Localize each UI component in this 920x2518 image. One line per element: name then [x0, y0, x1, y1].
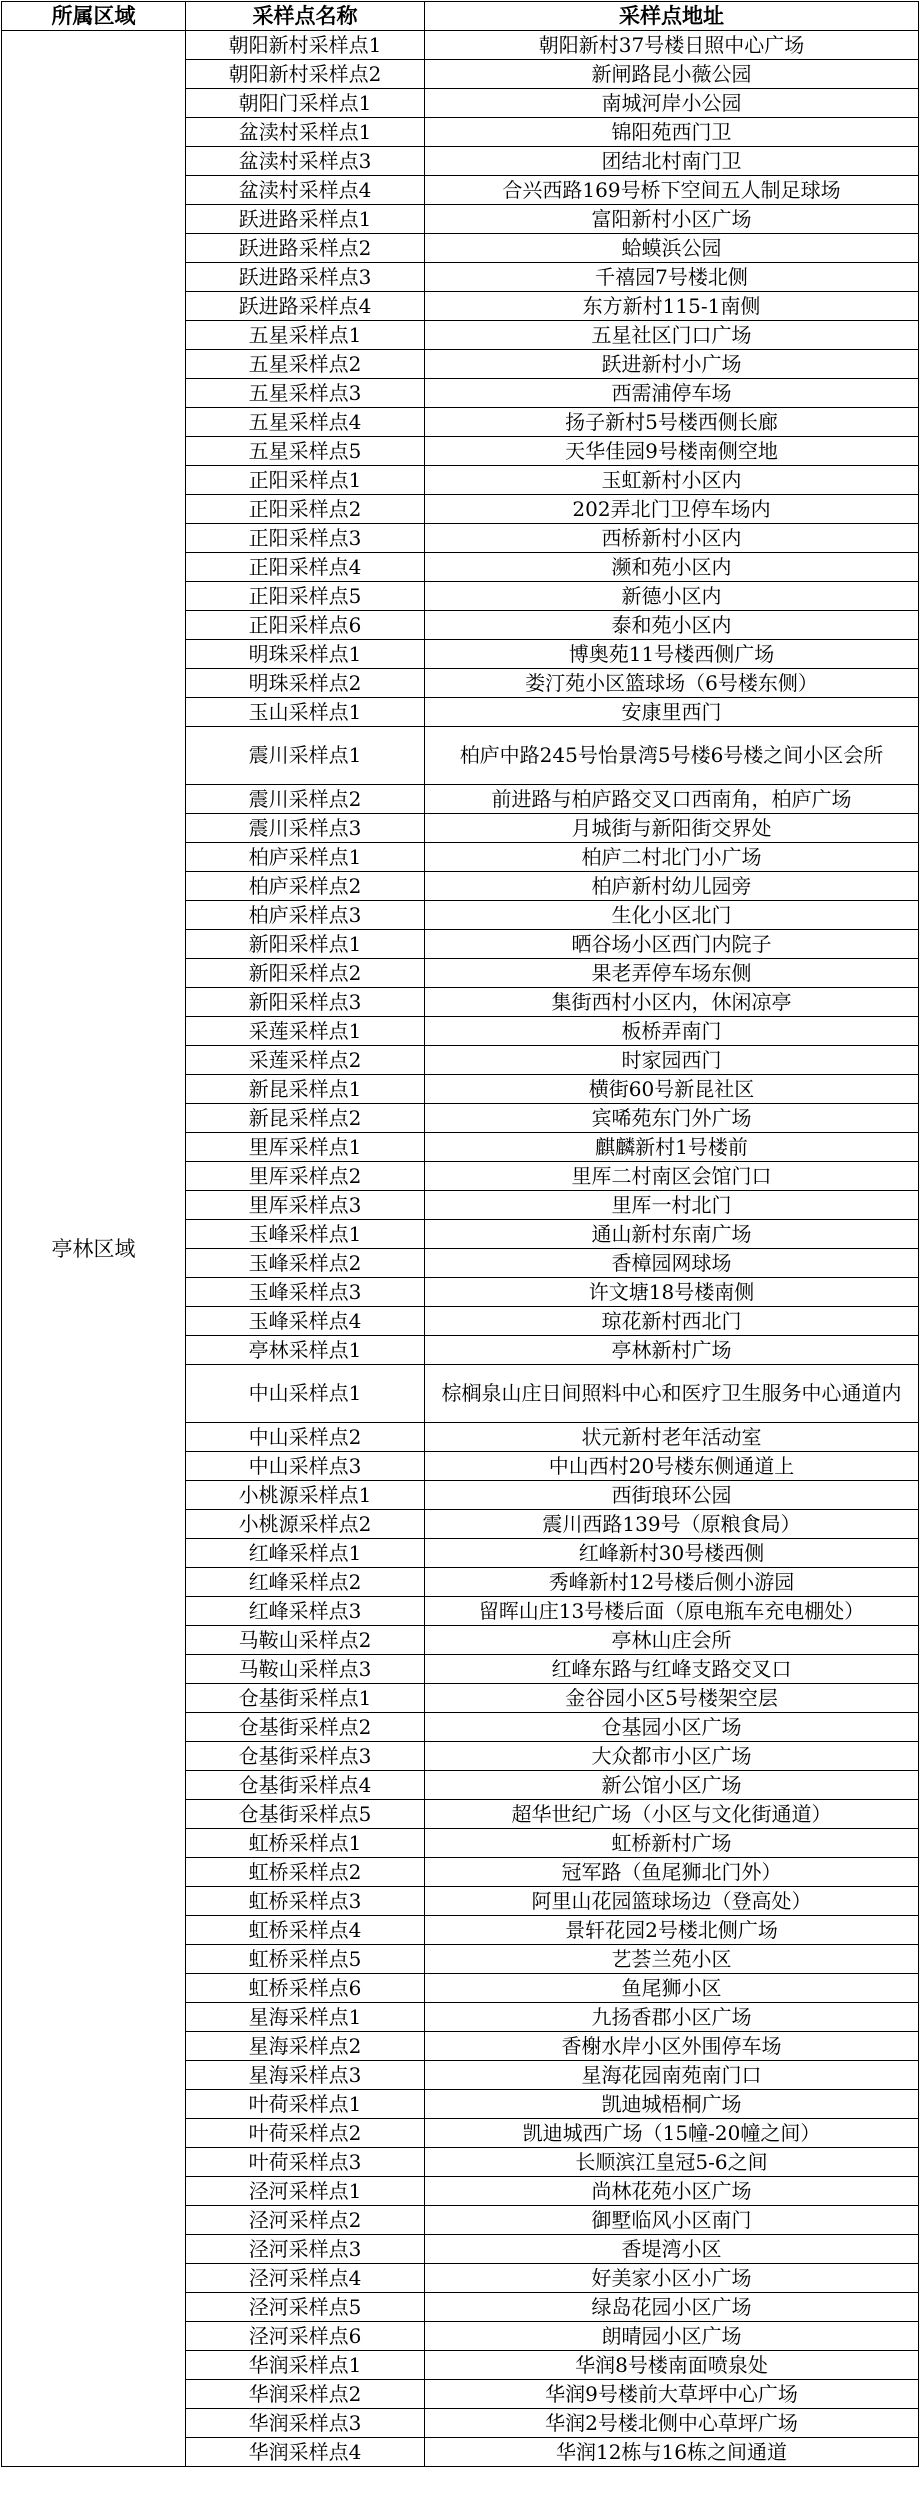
point-name-cell: 虹桥采样点1 [186, 1829, 425, 1858]
point-address-cell: 好美家小区小广场 [425, 2264, 919, 2293]
point-name-cell: 泾河采样点2 [186, 2206, 425, 2235]
point-address-cell: 前进路与柏庐路交叉口西南角，柏庐广场 [425, 785, 919, 814]
point-address-cell: 柏庐新村幼儿园旁 [425, 872, 919, 901]
point-address-cell: 朗晴园小区广场 [425, 2322, 919, 2351]
point-address-cell: 横街60号新昆社区 [425, 1075, 919, 1104]
point-address-cell: 果老弄停车场东侧 [425, 959, 919, 988]
point-name-cell: 柏庐采样点2 [186, 872, 425, 901]
point-name-cell: 泾河采样点3 [186, 2235, 425, 2264]
point-name-cell: 虹桥采样点4 [186, 1916, 425, 1945]
point-name-cell: 正阳采样点3 [186, 524, 425, 553]
point-address-cell: 虹桥新村广场 [425, 1829, 919, 1858]
region-cell: 亭林区域 [2, 31, 186, 2467]
point-name-cell: 柏庐采样点3 [186, 901, 425, 930]
point-name-cell: 新阳采样点3 [186, 988, 425, 1017]
point-name-cell: 中山采样点1 [186, 1365, 425, 1423]
point-name-cell: 华润采样点2 [186, 2380, 425, 2409]
point-name-cell: 采莲采样点1 [186, 1017, 425, 1046]
point-address-cell: 凯迪城西广场（15幢-20幢之间） [425, 2119, 919, 2148]
table-row [2, 31, 919, 60]
point-name-cell: 红峰采样点2 [186, 1568, 425, 1597]
point-address-cell: 南城河岸小公园 [425, 89, 919, 118]
point-name-cell: 叶荷采样点3 [186, 2148, 425, 2177]
point-name-cell: 仓基街采样点2 [186, 1713, 425, 1742]
point-address-cell: 通山新村东南广场 [425, 1220, 919, 1249]
point-address-cell: 超华世纪广场（小区与文化街通道） [425, 1800, 919, 1829]
point-name-cell: 盆渎村采样点4 [186, 176, 425, 205]
point-name-cell: 仓基街采样点3 [186, 1742, 425, 1771]
point-name-cell: 小桃源采样点1 [186, 1481, 425, 1510]
point-name-cell: 红峰采样点3 [186, 1597, 425, 1626]
point-address-cell: 博奥苑11号楼西侧广场 [425, 640, 919, 669]
point-name-cell: 马鞍山采样点3 [186, 1655, 425, 1684]
point-name-cell: 跃进路采样点1 [186, 205, 425, 234]
point-name-cell: 五星采样点3 [186, 379, 425, 408]
point-address-cell: 安康里西门 [425, 698, 919, 727]
point-name-cell: 泾河采样点6 [186, 2322, 425, 2351]
point-name-cell: 中山采样点3 [186, 1452, 425, 1481]
point-name-cell: 星海采样点3 [186, 2061, 425, 2090]
point-address-cell: 留晖山庄13号楼后面（原电瓶车充电棚处） [425, 1597, 919, 1626]
point-address-cell: 秀峰新村12号楼后侧小游园 [425, 1568, 919, 1597]
point-address-cell: 202弄北门卫停车场内 [425, 495, 919, 524]
point-name-cell: 虹桥采样点6 [186, 1974, 425, 2003]
header-point-name: 采样点名称 [186, 2, 425, 31]
point-address-cell: 许文塘18号楼南侧 [425, 1278, 919, 1307]
point-address-cell: 大众都市小区广场 [425, 1742, 919, 1771]
point-address-cell: 星海花园南苑南门口 [425, 2061, 919, 2090]
point-name-cell: 新阳采样点1 [186, 930, 425, 959]
point-address-cell: 华润12栋与16栋之间通道 [425, 2438, 919, 2467]
point-address-cell: 中山西村20号楼东侧通道上 [425, 1452, 919, 1481]
point-name-cell: 星海采样点1 [186, 2003, 425, 2032]
point-address-cell: 红峰新村30号楼西侧 [425, 1539, 919, 1568]
point-name-cell: 正阳采样点1 [186, 466, 425, 495]
header-row [2, 2, 919, 31]
point-name-cell: 明珠采样点2 [186, 669, 425, 698]
point-address-cell: 里厍一村北门 [425, 1191, 919, 1220]
point-address-cell: 凯迪城梧桐广场 [425, 2090, 919, 2119]
point-name-cell: 虹桥采样点3 [186, 1887, 425, 1916]
point-address-cell: 华润9号楼前大草坪中心广场 [425, 2380, 919, 2409]
point-name-cell: 里厍采样点2 [186, 1162, 425, 1191]
point-name-cell: 正阳采样点2 [186, 495, 425, 524]
point-name-cell: 正阳采样点5 [186, 582, 425, 611]
point-name-cell: 玉山采样点1 [186, 698, 425, 727]
header-point-address: 采样点地址 [425, 2, 919, 31]
point-address-cell: 玉虹新村小区内 [425, 466, 919, 495]
point-name-cell: 新昆采样点1 [186, 1075, 425, 1104]
point-address-cell: 麒麟新村1号楼前 [425, 1133, 919, 1162]
point-name-cell: 朝阳新村采样点1 [186, 31, 425, 60]
point-address-cell: 九扬香郡小区广场 [425, 2003, 919, 2032]
point-address-cell: 富阳新村小区广场 [425, 205, 919, 234]
point-address-cell: 生化小区北门 [425, 901, 919, 930]
point-address-cell: 泰和苑小区内 [425, 611, 919, 640]
point-name-cell: 玉峰采样点1 [186, 1220, 425, 1249]
point-name-cell: 华润采样点3 [186, 2409, 425, 2438]
point-address-cell: 濒和苑小区内 [425, 553, 919, 582]
point-name-cell: 华润采样点1 [186, 2351, 425, 2380]
point-name-cell: 华润采样点4 [186, 2438, 425, 2467]
point-name-cell: 五星采样点2 [186, 350, 425, 379]
point-address-cell: 千禧园7号楼北侧 [425, 263, 919, 292]
point-name-cell: 盆渎村采样点1 [186, 118, 425, 147]
point-name-cell: 正阳采样点4 [186, 553, 425, 582]
point-address-cell: 柏庐中路245号怡景湾5号楼6号楼之间小区会所 [425, 727, 919, 785]
point-address-cell: 绿岛花园小区广场 [425, 2293, 919, 2322]
point-address-cell: 团结北村南门卫 [425, 147, 919, 176]
point-address-cell: 华润8号楼南面喷泉处 [425, 2351, 919, 2380]
point-name-cell: 玉峰采样点3 [186, 1278, 425, 1307]
point-address-cell: 金谷园小区5号楼架空层 [425, 1684, 919, 1713]
point-name-cell: 新昆采样点2 [186, 1104, 425, 1133]
point-name-cell: 马鞍山采样点2 [186, 1626, 425, 1655]
point-name-cell: 玉峰采样点4 [186, 1307, 425, 1336]
point-address-cell: 艺荟兰苑小区 [425, 1945, 919, 1974]
point-address-cell: 华润2号楼北侧中心草坪广场 [425, 2409, 919, 2438]
point-address-cell: 扬子新村5号楼西侧长廊 [425, 408, 919, 437]
point-name-cell: 红峰采样点1 [186, 1539, 425, 1568]
point-address-cell: 状元新村老年活动室 [425, 1423, 919, 1452]
point-name-cell: 叶荷采样点2 [186, 2119, 425, 2148]
point-name-cell: 震川采样点3 [186, 814, 425, 843]
point-address-cell: 新德小区内 [425, 582, 919, 611]
point-address-cell: 西桥新村小区内 [425, 524, 919, 553]
point-address-cell: 合兴西路169号桥下空间五人制足球场 [425, 176, 919, 205]
point-address-cell: 震川西路139号（原粮食局） [425, 1510, 919, 1539]
point-name-cell: 叶荷采样点1 [186, 2090, 425, 2119]
point-address-cell: 景轩花园2号楼北侧广场 [425, 1916, 919, 1945]
point-name-cell: 朝阳新村采样点2 [186, 60, 425, 89]
point-name-cell: 仓基街采样点5 [186, 1800, 425, 1829]
point-name-cell: 玉峰采样点2 [186, 1249, 425, 1278]
point-address-cell: 香堤湾小区 [425, 2235, 919, 2264]
point-name-cell: 盆渎村采样点3 [186, 147, 425, 176]
point-name-cell: 震川采样点1 [186, 727, 425, 785]
point-address-cell: 里厍二村南区会馆门口 [425, 1162, 919, 1191]
point-address-cell: 东方新村115-1南侧 [425, 292, 919, 321]
point-address-cell: 晒谷场小区西门内院子 [425, 930, 919, 959]
point-name-cell: 里厍采样点1 [186, 1133, 425, 1162]
point-name-cell: 星海采样点2 [186, 2032, 425, 2061]
point-address-cell: 娄汀苑小区篮球场（6号楼东侧） [425, 669, 919, 698]
point-name-cell: 五星采样点5 [186, 437, 425, 466]
point-address-cell: 时家园西门 [425, 1046, 919, 1075]
point-address-cell: 新闸路昆小薇公园 [425, 60, 919, 89]
point-name-cell: 五星采样点4 [186, 408, 425, 437]
point-name-cell: 采莲采样点2 [186, 1046, 425, 1075]
point-name-cell: 里厍采样点3 [186, 1191, 425, 1220]
point-address-cell: 跃进新村小广场 [425, 350, 919, 379]
point-name-cell: 虹桥采样点2 [186, 1858, 425, 1887]
point-address-cell: 五星社区门口广场 [425, 321, 919, 350]
point-address-cell: 宾唏苑东门外广场 [425, 1104, 919, 1133]
point-address-cell: 西街琅环公园 [425, 1481, 919, 1510]
point-name-cell: 明珠采样点1 [186, 640, 425, 669]
point-name-cell: 虹桥采样点5 [186, 1945, 425, 1974]
point-name-cell: 柏庐采样点1 [186, 843, 425, 872]
point-address-cell: 西需浦停车场 [425, 379, 919, 408]
point-name-cell: 跃进路采样点3 [186, 263, 425, 292]
sampling-points-table [1, 1, 919, 2467]
point-address-cell: 尚林花苑小区广场 [425, 2177, 919, 2206]
point-name-cell: 仓基街采样点4 [186, 1771, 425, 1800]
point-name-cell: 五星采样点1 [186, 321, 425, 350]
point-address-cell: 新公馆小区广场 [425, 1771, 919, 1800]
point-address-cell: 天华佳园9号楼南侧空地 [425, 437, 919, 466]
point-address-cell: 长顺滨江皇冠5-6之间 [425, 2148, 919, 2177]
point-name-cell: 中山采样点2 [186, 1423, 425, 1452]
point-address-cell: 阿里山花园篮球场边（登高处） [425, 1887, 919, 1916]
table-body [2, 31, 919, 2467]
point-name-cell: 亭林采样点1 [186, 1336, 425, 1365]
point-name-cell: 仓基街采样点1 [186, 1684, 425, 1713]
point-address-cell: 鱼尾狮小区 [425, 1974, 919, 2003]
point-name-cell: 朝阳门采样点1 [186, 89, 425, 118]
point-address-cell: 香樟园网球场 [425, 1249, 919, 1278]
point-name-cell: 震川采样点2 [186, 785, 425, 814]
point-name-cell: 跃进路采样点4 [186, 292, 425, 321]
point-name-cell: 新阳采样点2 [186, 959, 425, 988]
point-address-cell: 仓基园小区广场 [425, 1713, 919, 1742]
point-address-cell: 琼花新村西北门 [425, 1307, 919, 1336]
point-address-cell: 锦阳苑西门卫 [425, 118, 919, 147]
point-address-cell: 朝阳新村37号楼日照中心广场 [425, 31, 919, 60]
point-address-cell: 集街西村小区内，休闲凉亭 [425, 988, 919, 1017]
point-name-cell: 跃进路采样点2 [186, 234, 425, 263]
point-address-cell: 香榭水岸小区外围停车场 [425, 2032, 919, 2061]
point-address-cell: 亭林新村广场 [425, 1336, 919, 1365]
point-address-cell: 冠军路（鱼尾狮北门外） [425, 1858, 919, 1887]
point-address-cell: 板桥弄南门 [425, 1017, 919, 1046]
point-address-cell: 月城街与新阳街交界处 [425, 814, 919, 843]
point-name-cell: 泾河采样点4 [186, 2264, 425, 2293]
point-address-cell: 御墅临风小区南门 [425, 2206, 919, 2235]
point-address-cell: 红峰东路与红峰支路交叉口 [425, 1655, 919, 1684]
point-name-cell: 正阳采样点6 [186, 611, 425, 640]
point-address-cell: 亭林山庄会所 [425, 1626, 919, 1655]
point-name-cell: 泾河采样点1 [186, 2177, 425, 2206]
point-name-cell: 小桃源采样点2 [186, 1510, 425, 1539]
point-address-cell: 蛤蟆浜公园 [425, 234, 919, 263]
point-address-cell: 棕榈泉山庄日间照料中心和医疗卫生服务中心通道内 [425, 1365, 919, 1423]
header-region: 所属区域 [2, 2, 186, 31]
point-name-cell: 泾河采样点5 [186, 2293, 425, 2322]
point-address-cell: 柏庐二村北门小广场 [425, 843, 919, 872]
